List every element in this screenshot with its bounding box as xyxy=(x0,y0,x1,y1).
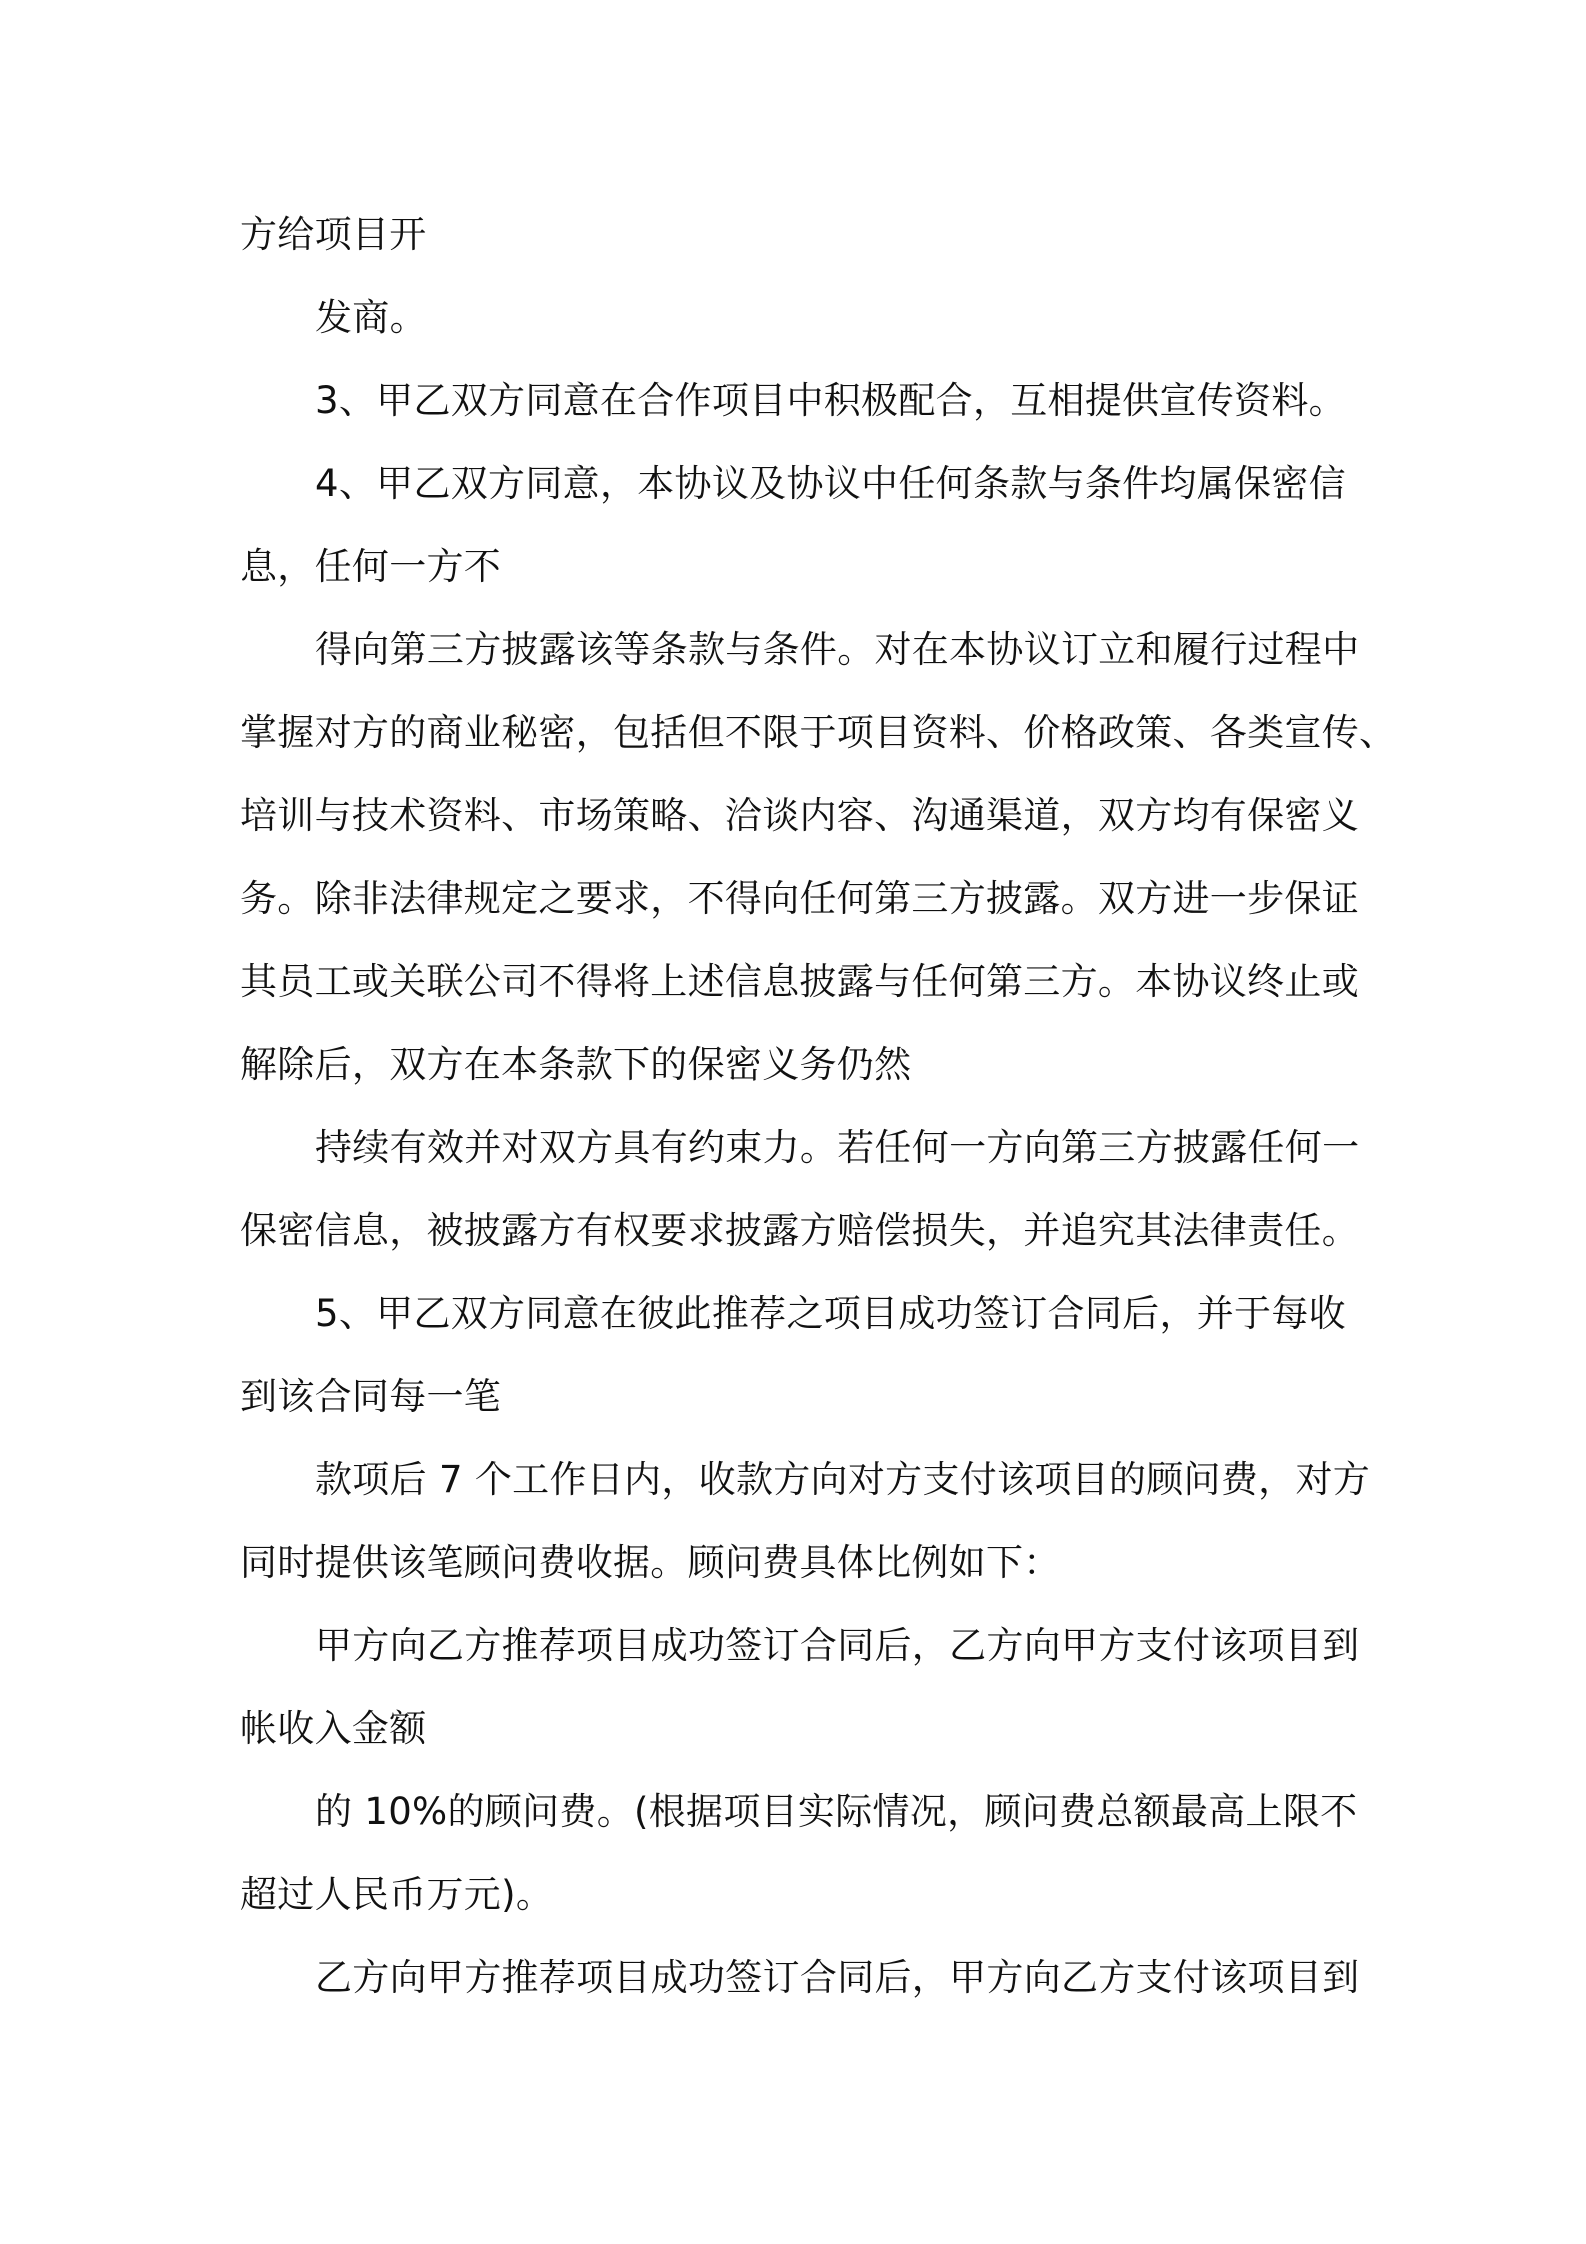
text-line: 其员工或关联公司不得将上述信息披露与任何第三方。本协议终止或 xyxy=(240,960,1359,1003)
text-line: 超过人民币万元)。 xyxy=(240,1873,554,1916)
text-line: 持续有效并对双方具有约束力。若任何一方向第三方披露任何一 xyxy=(315,1126,1360,1169)
text-line: 掌握对方的商业秘密，包括但不限于项目资料、价格政策、各类宣传、 xyxy=(240,711,1397,754)
text-line: 解除后，双方在本条款下的保密义务仍然 xyxy=(240,1043,912,1086)
text-line: 发商。 xyxy=(315,296,427,339)
text-line: 同时提供该笔顾问费收据。顾问费具体比例如下： xyxy=(240,1541,1061,1584)
text-line: 乙方向甲方推荐项目成功签订合同后，甲方向乙方支付该项目到 xyxy=(315,1956,1360,1999)
text-line: 5、甲乙双方同意在彼此推荐之项目成功签订合同后，并于每收 xyxy=(315,1292,1346,1335)
text-line: 得向第三方披露该等条款与条件。对在本协议订立和履行过程中 xyxy=(315,628,1360,671)
text-line: 保密信息，被披露方有权要求披露方赔偿损失，并追究其法律责任。 xyxy=(240,1209,1359,1252)
text-line: 培训与技术资料、市场策略、洽谈内容、沟通渠道，双方均有保密义 xyxy=(240,794,1359,837)
text-line: 的 10%的顾问费。(根据项目实际情况，顾问费总额最高上限不 xyxy=(315,1790,1358,1833)
text-line: 甲方向乙方推荐项目成功签订合同后，乙方向甲方支付该项目到 xyxy=(315,1624,1360,1667)
text-line: 3、甲乙双方同意在合作项目中积极配合，互相提供宣传资料。 xyxy=(315,379,1346,422)
text-line: 方给项目开 xyxy=(240,213,427,256)
text-line: 4、甲乙双方同意，本协议及协议中任何条款与条件均属保密信 xyxy=(315,462,1346,505)
text-line: 帐收入金额 xyxy=(240,1707,427,1750)
text-line: 息，任何一方不 xyxy=(240,545,502,588)
text-line: 款项后 7 个工作日内，收款方向对方支付该项目的顾问费，对方 xyxy=(315,1458,1371,1501)
text-line: 务。除非法律规定之要求，不得向任何第三方披露。双方进一步保证 xyxy=(240,877,1359,920)
text-line: 到该合同每一笔 xyxy=(240,1375,502,1418)
